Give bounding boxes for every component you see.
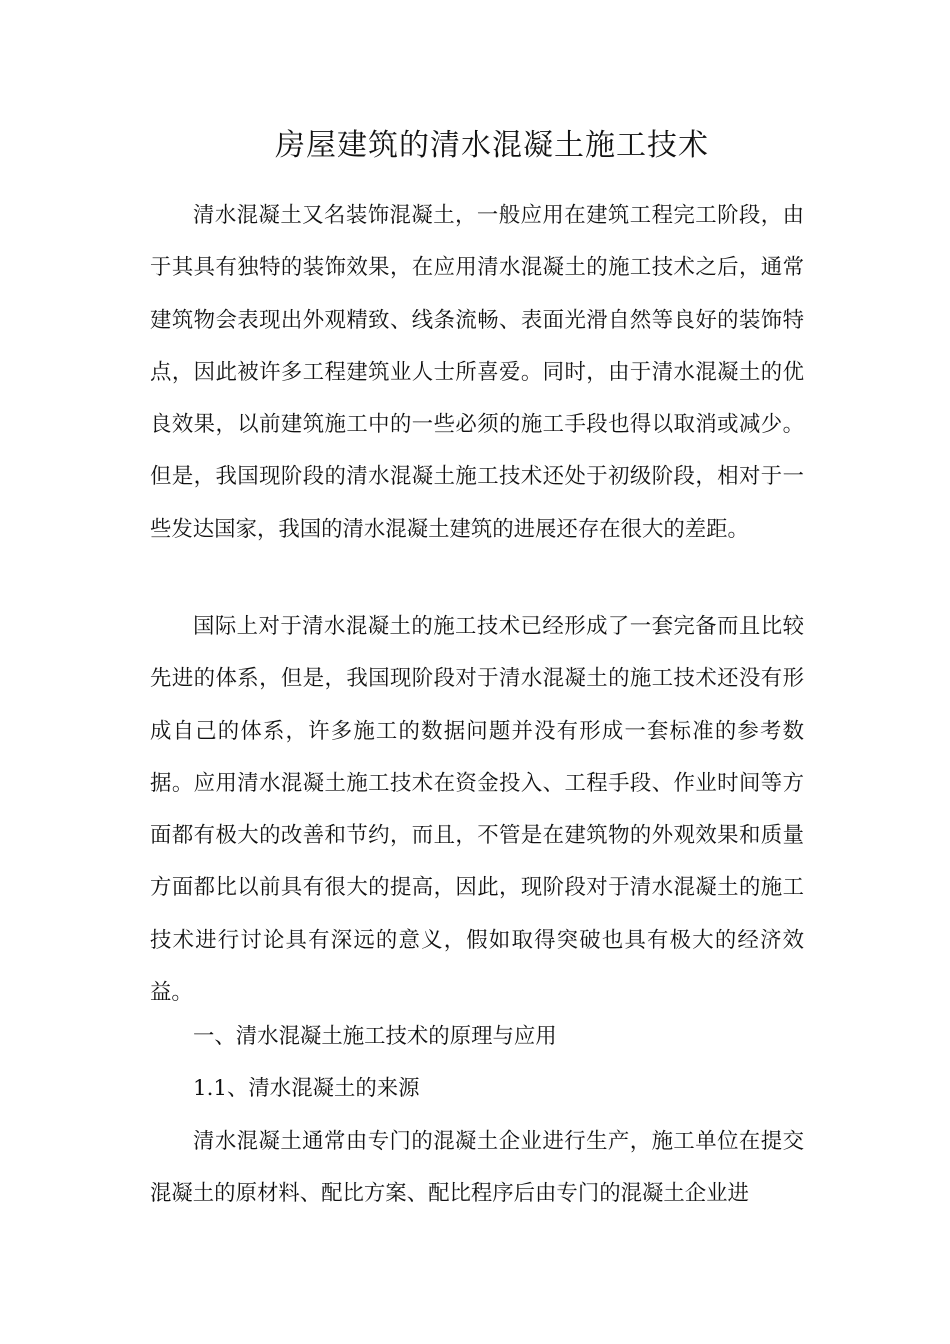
document-title: 房屋建筑的清水混凝土施工技术 bbox=[275, 128, 709, 163]
section-heading: 一、清水混凝土施工技术的原理与应用 bbox=[193, 1024, 557, 1049]
paragraph-international: 国际上对于清水混凝土的施工技术已经形成了一套完备而且比较先进的体系，但是，我国现阶段对于清水混凝土的施工技术还没有形成自己的体系，许多施工的数据问题并没有形成一套标准的参考数据。应用清水混凝土施工技术在资金投入、工程手段、作业时间等方面都有极大的改善和节约，而且，不管是在建筑物的外观效果和质量方面都比以前具有很大的提高，因此，现阶段对于清水混凝土的施工技术进行讨论具有深远的意义，假如取得突破也具有极大的经济效益。 bbox=[150, 614, 804, 1006]
subsection-heading: 1.1、清水混凝土的来源 bbox=[193, 1076, 420, 1101]
paragraph-source: 清水混凝土通常由专门的混凝土企业进行生产，施工单位在提交混凝土的原材料、配比方案、配比程序后由专门的混凝土企业进 bbox=[150, 1129, 804, 1207]
paragraph-intro: 清水混凝土又名装饰混凝土，一般应用在建筑工程完工阶段，由于其具有独特的装饰效果，在应用清水混凝土的施工技术之后，通常建筑物会表现出外观精致、线条流畅、表面光滑自然等良好的装饰特点，因此被许多工程建筑业人士所喜爱。同时，由于清水混凝土的优良效果，以前建筑施工中的一些必须的施工手段也得以取消或减少。但是，我国现阶段的清水混凝土施工技术还处于初级阶段，相对于一些发达国家，我国的清水混凝土建筑的进展还存在很大的差距。 bbox=[150, 203, 804, 542]
